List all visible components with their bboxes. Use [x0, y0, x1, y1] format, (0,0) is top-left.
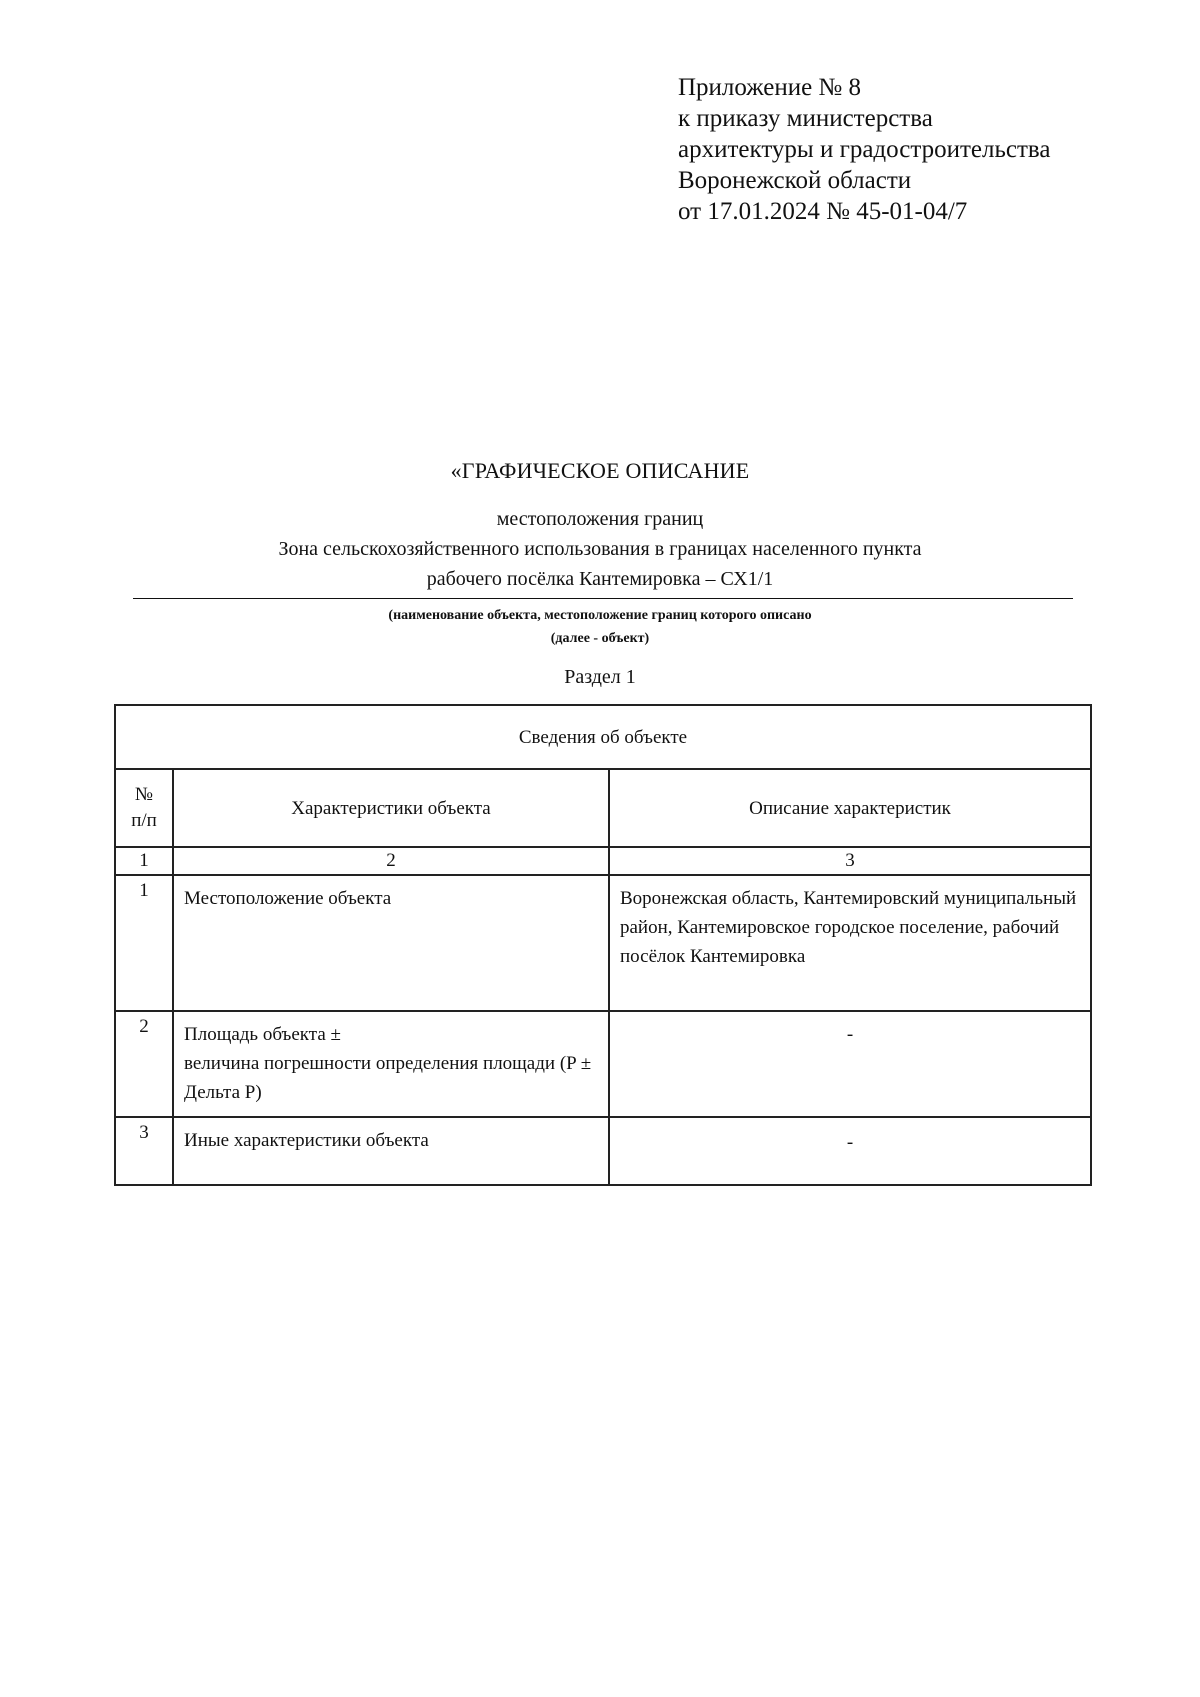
- table-header: Сведения об объекте: [115, 705, 1091, 769]
- table-row: [115, 875, 1091, 1011]
- column-header-number-pp: п/п: [131, 810, 157, 831]
- row-characteristic-line-2: величина погрешности определения площади (P ± Дельта P): [184, 1053, 592, 1103]
- column-header-number-sign: №: [134, 784, 154, 805]
- row-characteristic-line-1: Площадь объекта ±: [184, 1024, 341, 1045]
- document-subtitle: [0, 504, 1200, 594]
- row-number: 2: [115, 1011, 173, 1117]
- column-number-2: 2: [173, 847, 609, 875]
- underline-rule: [133, 598, 1073, 599]
- column-number-3: 3: [609, 847, 1091, 875]
- table-row: [115, 1117, 1091, 1185]
- row-description: -: [609, 1011, 1091, 1117]
- appendix-line-3: архитектуры и градостроительства: [678, 136, 1051, 163]
- appendix-line-5: от 17.01.2024 № 45-01-04/7: [678, 198, 968, 225]
- document-title: «ГРАФИЧЕСКОЕ ОПИСАНИЕ: [450, 458, 750, 483]
- row-characteristic: [173, 1011, 609, 1117]
- table-header-row: [115, 705, 1091, 769]
- table-row: [115, 1011, 1091, 1117]
- row-characteristic: Местоположение объекта: [173, 875, 609, 1011]
- object-caption: [0, 604, 1200, 650]
- subtitle-line-2: Зона сельскохозяйственного использования в границах населенного пункта: [278, 538, 922, 560]
- caption-line-1: (наименование объекта, местоположение границ которого описано: [388, 608, 812, 623]
- row-characteristic: Иные характеристики объекта: [173, 1117, 609, 1185]
- subtitle-line-1: местоположения границ: [496, 508, 704, 530]
- row-number: 3: [115, 1117, 173, 1185]
- object-info-table: [114, 704, 1092, 1186]
- appendix-line-2: к приказу министерства: [678, 105, 933, 132]
- appendix-line-1: Приложение № 8: [678, 74, 862, 101]
- column-number-row: [115, 847, 1091, 875]
- column-header-number: [115, 769, 173, 847]
- column-header-description: Описание характеристик: [609, 769, 1091, 847]
- caption-line-2: (далее - объект): [550, 631, 650, 646]
- column-number-1: 1: [115, 847, 173, 875]
- subtitle-line-3: рабочего посёлка Кантемировка – СХ1/1: [426, 568, 774, 590]
- row-description: -: [609, 1117, 1091, 1185]
- section-label: Раздел 1: [564, 666, 636, 688]
- row-description: Воронежская область, Кантемировский муниципальный район, Кантемировское городское поселение, рабочий посёлок Кантемировка: [609, 875, 1091, 1011]
- row-number: 1: [115, 875, 173, 1011]
- column-header-characteristic: Характеристики объекта: [173, 769, 609, 847]
- appendix-block: [678, 72, 1050, 227]
- appendix-line-4: Воронежской области: [678, 167, 912, 194]
- column-header-row: [115, 769, 1091, 847]
